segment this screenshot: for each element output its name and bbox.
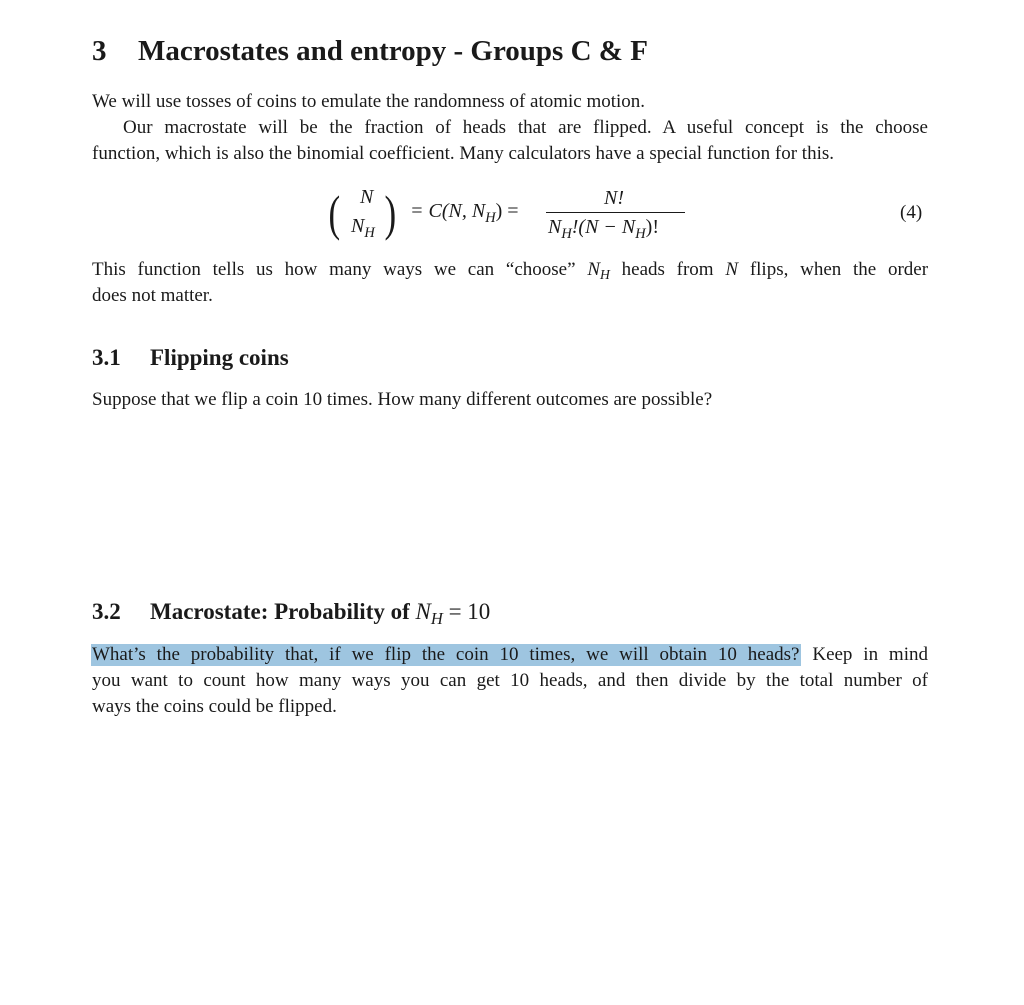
para2-a: This function tells us how many ways we can “choose” xyxy=(92,259,576,280)
fraction-bar xyxy=(546,212,685,213)
den-c: )! xyxy=(645,216,659,238)
subsection-3-1-title: Flipping coins xyxy=(150,345,289,370)
binom-right-paren: ) xyxy=(384,185,397,241)
binom-bottom-sub: H xyxy=(364,224,375,241)
subsection-3-2-heading xyxy=(92,598,490,628)
section-title: Macrostates and entropy - Groups C & F xyxy=(138,35,648,67)
subsection-3-1-heading xyxy=(92,344,289,372)
equation-middle-text: = C(N, N xyxy=(410,200,486,222)
subsection-3-2-number: 3.2 xyxy=(92,599,121,624)
title-eq: = 10 xyxy=(448,599,491,624)
para2-sub: H xyxy=(600,267,610,283)
line1-rest: Keep in mind xyxy=(812,644,928,665)
equation-middle-end: ) = xyxy=(495,200,519,222)
paragraph-2-line-1 xyxy=(92,257,928,284)
fraction-numerator: N! xyxy=(604,187,624,209)
section-number: 3 xyxy=(92,35,107,67)
equation-middle xyxy=(410,200,519,224)
subsection-3-1-body: Suppose that we flip a coin 10 times. How many different outcomes are possible? xyxy=(92,389,713,410)
subsection-3-1-number: 3.1 xyxy=(92,345,121,370)
para2-var2: N xyxy=(725,259,739,280)
intro-paragraph: We will use tosses of coins to emulate the randomness of atomic motion. xyxy=(92,91,646,112)
section-heading xyxy=(92,34,648,68)
paragraph-1-line-2: function, which is also the binomial coefficient. Many calculators have a special function for this. xyxy=(92,143,835,164)
equation-middle-sub: H xyxy=(485,209,496,226)
para2-c: flips, when the order xyxy=(749,259,929,280)
subsection-3-2-line-2: you want to count how many ways you can get 10 heads, and then divide by the total number of xyxy=(92,670,928,691)
subsection-3-2-title-math xyxy=(415,599,491,629)
den-a-sub: H xyxy=(561,225,572,242)
subsection-3-2-title-text: Macrostate: Probability of xyxy=(150,599,410,624)
selected-text-highlight[interactable]: What’s the probability that, if we flip the coin 10 times, we will obtain 10 heads? xyxy=(92,644,800,665)
den-a: N xyxy=(548,216,562,238)
binom-bottom-var: N xyxy=(351,215,365,237)
equation-number: (4) xyxy=(900,202,923,223)
subsection-3-2-line-1 xyxy=(92,642,928,668)
title-var: N xyxy=(415,599,431,624)
binom-bottom xyxy=(351,215,375,239)
binom-left-paren: ( xyxy=(328,185,341,241)
binom-top: N xyxy=(360,186,374,208)
title-sub: H xyxy=(430,609,443,629)
fraction-denominator xyxy=(548,216,659,240)
paragraph-2-line-2: does not matter. xyxy=(92,285,213,306)
den-b-sub: H xyxy=(635,225,646,242)
paragraph-1-line-1: Our macrostate will be the fraction of heads that are flipped. A useful concept is the choose xyxy=(123,117,928,138)
subsection-3-2-line-3: ways the coins could be flipped. xyxy=(92,696,337,717)
den-b: !(N − N xyxy=(571,216,636,238)
para2-b: heads from xyxy=(621,259,714,280)
para2-var: N xyxy=(587,259,600,280)
